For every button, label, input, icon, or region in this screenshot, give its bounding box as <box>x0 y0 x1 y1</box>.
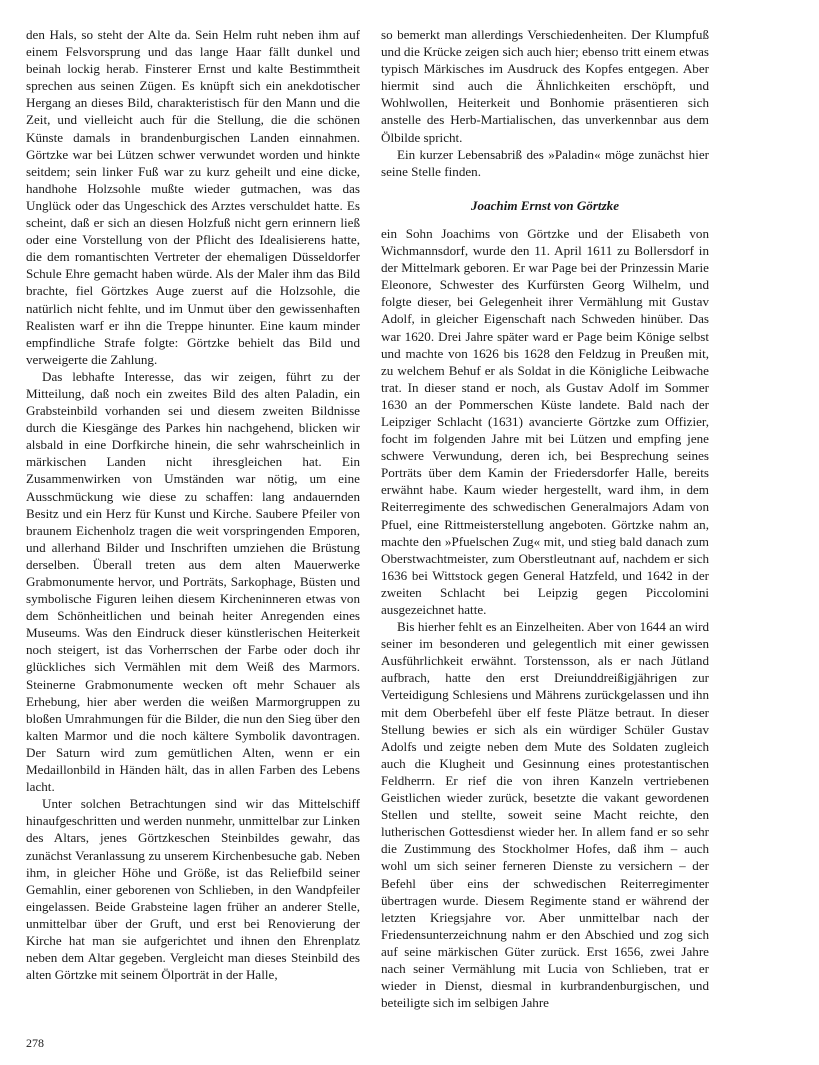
paragraph: Ein kurzer Lebensabriß des »Paladin« möge zunächst hier seine Stelle finden. <box>381 146 709 179</box>
paragraph: so bemerkt man allerdings Verschiedenheiten. Der Klumpfuß und die Krücke zeigen sich auch hier; ebenso tritt einem etwas typisch Märkisches im Ausdruck des Kopfes entgegen. Aber hiermit sind auch die Ähnlichkeiten erschöpft, und Wohlwollen, Heiterkeit und Bonhomie präsentieren sich anstelle des Herb-Martialischen, das unverkennbar aus dem Ölbilde spricht. <box>381 27 709 145</box>
right-column <box>381 26 709 1011</box>
paragraph: den Hals, so steht der Alte da. Sein Helm ruht neben ihm auf einem Felsvorsprung und das lange Haar fällt dunkel und beinah lockig herab. Finsterer Ernst und kalte Bestimmtheit sprechen aus seinen Zügen. Es knüpft sich ein anekdotischer Hergang an dieses Bild, charakteristisch für den Mann und die Zeit, und vielleicht auch für die Stellung, die die schönen Künste damals in brandenburgischen Landen einnahmen. Görtzke war bei Lützen schwer verwundet worden und hinkte seitdem; sein linker Fuß war zu kurz geheilt und eine dicke, handhohe Holzsohle mußte wieder gutmachen, was das Unglück oder das Ungeschick des Arztes verschuldet hatte. Es scheint, daß er sich an diesen Holzfuß nicht gern erinnern ließ oder eine Vorstellung von der Pflicht des Idealisierens hatte, die dem romantischten Vertreter der ehemaligen Düsseldorfer Schule Ehre gemacht haben würde. Als der Maler ihm das Bild brachte, fiel Görtzkes Auge zuerst auf die Holzsohle, die natürlich nicht fehlte, und im Unmut über den gewissenhaften Realisten warf er ihn die Treppe hinunter. Eine kaum minder empfindliche Strafe folgte: Görtzke behielt das Bild und verweigerte die Zahlung. <box>26 27 360 367</box>
paragraph: Bis hierher fehlt es an Einzelheiten. Aber von 1644 an wird seiner im besonderen und gelegentlich mit einer gewissen Ausführlichkeit erwähnt. Torstensson, als er nach Jütland aufbrach, hatte den erst Dreiunddreißigjährigen zur Verteidigung Schlesiens und Mährens zurückgelassen und ihn mit dem Oberbefehl über elf feste Plätze betraut. In dieser Stellung bewies er sich als ein würdiger Schüler Gustav Adolfs und zeigte neben dem Mute des Soldaten zugleich auch die Klugheit und Gesinnung eines protestantischen Feldherrn. Er rief die von ihren Kanzeln vertriebenen Geistlichen wieder zurück, besetzte die vakant gewordenen Stellen und stellte, soweit seine Macht reichte, den lutherischen Gottesdienst wieder her. In allem fand er so sehr die Zustimmung des Stockholmer Hofes, daß ihm – auch wohl um sich seiner ferneren Dienste zu versichern – der Befehl über eins der schwedischen Reiterregimenter übertragen wurde. Diesem Regimente stand er während der letzten Kriegsjahre vor. Aber unmittelbar nach der Friedensunterzeichnung nahm er den Abschied und zog sich auf seine märkischen Güter zurück. Erst 1656, zwei Jahre nach seiner Vermählung mit Lucia von Schlieben, trat er wieder in Dienst, diesmal in kurbrandenburgischen, und beteiligte sich im selbigen Jahre <box>381 619 709 1011</box>
paragraph: ein Sohn Joachims von Görtzke und der Elisabeth von Wichmannsdorf, wurde den 11. April 1611 zu Bollersdorf in der Mittelmark geboren. Er war Page bei der Prinzessin Marie Eleonore, Schwester des Kurfürsten Georg Wilhelm, und folgte dieser, bei Gelegenheit ihrer Vermählung mit Gustav Adolf, in gleicher Eigenschaft nach Schweden hinüber. Das war 1620. Drei Jahre später ward er Page beim Könige selbst und machte von 1626 bis 1628 den Feldzug in Preußen mit, zu welchem Behuf er als Soldat in die Königliche Leibwache trat. In dieser stand er noch, als Gustav Adolf im Sommer 1630 an der Pommerschen Küste landete. Bald nach der Leipziger Schlacht (1631) avancierte Görtzke zum Offizier, focht im folgenden Jahre mit bei Lützen und empfing jene schwere Verwundung, deren ich, bei Besprechung seines Porträts über dem Kamin der Friedersdorfer Halle, bereits erwähnt habe. Kaum wieder hergestellt, ward ihm, in dem Reiterregimente des schwedischen Generalmajors Adam von Pfuel, eine Rittmeisterstellung angeboten. Görtzke nahm an, machte den »Pfuelschen Zug« mit, und stieg bald danach zum Oberstwachtmeister, zum Oberstleutnant auf, nachdem er sich 1636 bei Wittstock gegen General Hatzfeld, und 1642 in der zweiten Schlacht bei Leipzig gegen Piccolomini ausgezeichnet hatte. <box>381 225 709 617</box>
page-number: 278 <box>26 1036 44 1050</box>
left-column <box>26 26 360 983</box>
section-heading: Joachim Ernst von Görtzke <box>470 197 620 213</box>
paragraph: Unter solchen Betrachtungen sind wir das Mittelschiff hinaufgeschritten und werden nunmehr, unmittelbar zur Linken des Altars, jenes Görtzkeschen Steinbildes gewahr, das zunächst Veranlassung zu unserem Kirchenbesuche gab. Neben ihm, in gleicher Höhe und Größe, ist das Reliefbild seiner Gemahlin, einer geborenen von Schlieben, in den Wandpfeiler eingelassen. Beide Grabsteine lagen früher an anderer Stelle, unmittelbar über der Gruft, und erst bei Renovierung der Kirche hat man sie aufgerichtet und ihnen den Ehrenplatz neben dem Altar gegeben. Vergleicht man dieses Steinbild des alten Görtzke mit seinem Ölporträt in der Halle, <box>26 796 360 983</box>
paragraph: Das lebhafte Interesse, das wir zeigen, führt zu der Mitteilung, daß noch ein zweites Bild des alten Paladin, ein Grabsteinbild vorhanden sei und diesem zweiten Bildnisse durch die Kiesgänge des Parkes hin nachgehend, blicken wir alsbald in eine Dorfkirche hinein, die sehr wahrscheinlich in märkischen Landen nicht ihresgleichen hat. Ein Zusammenwirken von Umständen war nötig, um eine Ausschmückung wie diese zu schaffen: lang andauernden Besitz und ein Herz für Kunst und Kirche. Saubere Pfeiler von braunem Eichenholz tragen die weit vorspringenden Emporen, und allerhand Bilder und Inschriften umziehen die Brüstung derselben. Überall treten aus dem alten Mauerwerke Grabmonumente hervor, und Porträts, Sarkophage, Büsten und symbolische Figuren leihen diesem Kircheninneren etwas von dem Schönheitlichen und beinah heiter Anregenden eines Museums. Was den Eindruck dieser künstlerischen Heiterkeit noch steigert, ist das Vorherrschen der Farbe oder doch ihr glückliches sich Vermählen mit dem Weiß des Marmors. Steinerne Grabmonumente wecken oft mehr Schauer als Erhebung, hier aber werden die weißen Marmorgruppen zu bloßen Umrahmungen für die Bilder, die nun den Sieg über den kalten Marmor und die noch kältere Symbolik davontragen. Der Saturn wird zum gemütlichen Alten, wenn er ein Medaillonbild in Händen hält, das in allen Farben des Lebens lacht. <box>26 368 360 795</box>
